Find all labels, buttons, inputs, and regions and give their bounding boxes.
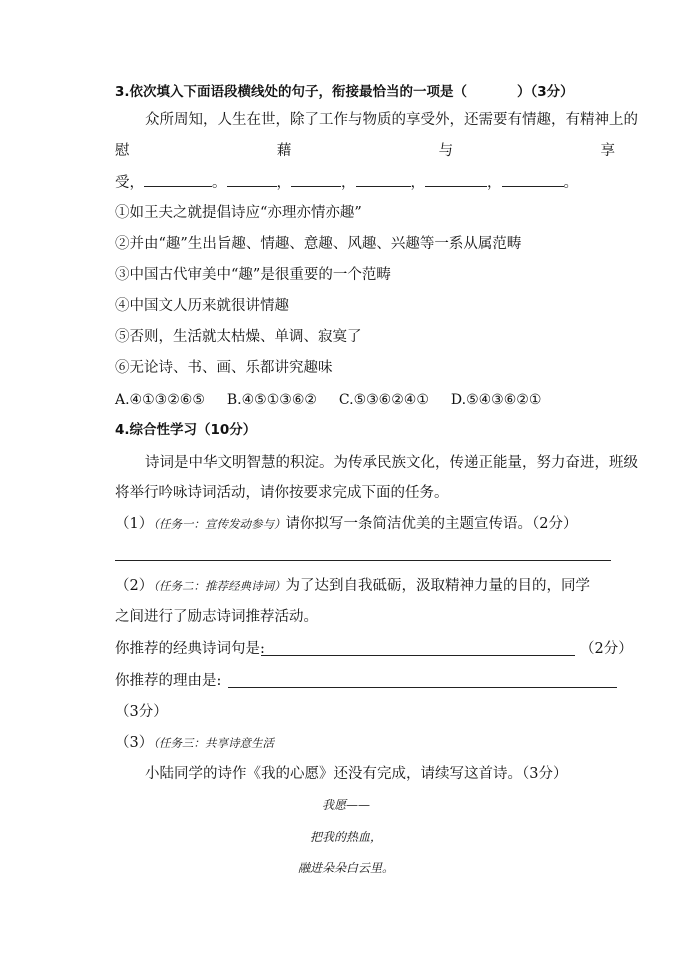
q3-title-prefix: 3.依次填入下面语段横线处的句子，衔接最恰当的一项是（	[115, 84, 468, 100]
char-xiang: 享	[600, 143, 615, 159]
fill-blank-2[interactable]	[227, 172, 277, 187]
task3-tag: （任务三：共享诗意生活	[153, 736, 274, 750]
q4-intro-line1: 诗词是中华文明智慧的积淀。为传承民族文化，传递正能量，努力奋进，班级	[145, 455, 638, 471]
punct-comma: ，	[276, 175, 291, 191]
option-b[interactable]: B.④⑤①③⑥②	[226, 392, 317, 408]
task2-text: 为了达到自我砥砺，汲取精神力量的目的，同学	[285, 578, 590, 594]
para-line3-start: 受，	[115, 175, 144, 191]
char-yu: 与	[438, 143, 454, 159]
q3-title-suffix: ）（3分）	[517, 84, 574, 100]
poem-line-2: 把我的热血，	[309, 830, 382, 844]
task2-tag: （任务二：推荐经典诗词）	[153, 579, 286, 593]
q3-paragraph-line3	[115, 172, 578, 193]
q3-item-6: ⑥无论诗、书、画、乐都讲究趣味	[115, 360, 333, 376]
q3-item-3: ③中国古代审美中“趣”是很重要的一个范畴	[115, 267, 391, 283]
reason-label: 你推荐的理由是:	[115, 673, 222, 689]
task3-text: 小陆同学的诗作《我的心愿》还没有完成，请续写这首诗。（3分）	[145, 766, 568, 782]
q4-intro-line2: 将举行吟咏诗词活动，请你按要求完成下面的任务。	[115, 485, 449, 501]
q3-item-2: ②并由“趣”生出旨趣、情趣、意趣、风趣、兴趣等一系从属范畴	[115, 236, 522, 252]
task2-line2: 之间进行了励志诗词推荐活动。	[115, 609, 318, 625]
fill-blank-3[interactable]	[291, 172, 341, 187]
task1-answer-line[interactable]	[115, 560, 611, 561]
recommend-answer-line[interactable]	[261, 655, 575, 656]
recommend-score: （2分）	[580, 641, 633, 657]
char-wei: 慰	[115, 143, 130, 159]
recommend-label: 你推荐的经典诗词句是:	[115, 641, 265, 657]
task1-number: （1）	[115, 516, 154, 532]
task2-prompt	[115, 576, 590, 596]
punct-comma: ，	[410, 175, 425, 191]
option-c[interactable]: C.⑤③⑥②④①	[338, 392, 429, 408]
option-d[interactable]: D.⑤④③⑥②①	[450, 392, 542, 408]
reason-row	[115, 671, 221, 691]
q3-paragraph-line1: 众所周知，人生在世，除了工作与物质的享受外，还需要有情趣，有精神上的	[145, 112, 638, 128]
reason-answer-line[interactable]	[228, 687, 617, 688]
option-a[interactable]: A.④①③②⑥⑤	[115, 392, 205, 408]
fill-blank-4[interactable]	[356, 172, 411, 187]
punct-period: 。	[563, 175, 578, 191]
task1-text: 请你拟写一条简洁优美的主题宣传语。（2分）	[285, 516, 578, 532]
fill-blank-6[interactable]	[502, 172, 564, 187]
task1-prompt	[115, 514, 577, 534]
task1-tag: （任务一：宣传发动参与）	[153, 517, 286, 531]
q3-paragraph-line2	[115, 141, 615, 161]
q3-item-4: ④中国文人历来就很讲情趣	[115, 298, 289, 314]
punct-comma: ，	[341, 175, 356, 191]
task3-prompt	[115, 733, 274, 753]
punct-comma: ，	[487, 175, 502, 191]
q4-title: 4.综合性学习（10分）	[115, 422, 257, 438]
q3-title	[115, 82, 574, 102]
task2-number: （2）	[115, 578, 154, 594]
q3-options	[115, 390, 541, 410]
char-ji: 藉	[276, 143, 292, 159]
poem-line-1: 我愿——	[321, 798, 370, 812]
poem-line-3: 融进朵朵白云里。	[297, 861, 394, 875]
fill-blank-5[interactable]	[425, 172, 487, 187]
q3-item-5: ⑤否则，生活就太枯燥、单调、寂寞了	[115, 329, 362, 345]
recommend-row	[115, 639, 265, 659]
q3-item-1: ①如王夫之就提倡诗应“亦理亦情亦趣”	[115, 205, 362, 221]
reason-score: （3分）	[115, 704, 168, 720]
punct-period: 。	[212, 175, 227, 191]
task3-number: （3）	[115, 735, 154, 751]
fill-blank-1[interactable]	[144, 172, 212, 187]
